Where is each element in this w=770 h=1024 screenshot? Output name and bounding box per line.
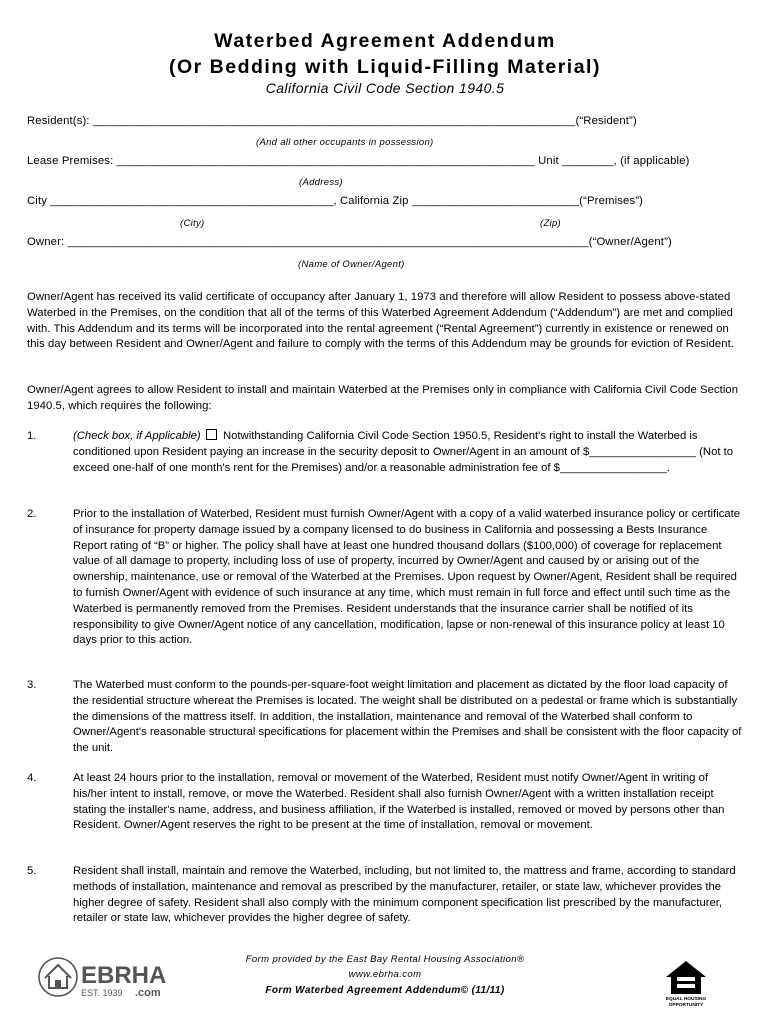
owner-caption: (Name of Owner/Agent) bbox=[298, 259, 405, 270]
requirements-paragraph: Owner/Agent agrees to allow Resident to install and maintain Waterbed at the Premises only in compliance with California Civil Code Section 1940.5, which requires the following: bbox=[27, 384, 739, 412]
owner-field[interactable]: Owner: _________________________________________________________________________________(“Owner/Agent”) bbox=[27, 236, 672, 248]
eho-bar-bottom-icon bbox=[677, 984, 695, 988]
address-caption: (Address) bbox=[299, 177, 343, 188]
eho-line2: OPPORTUNITY bbox=[668, 1003, 704, 1007]
item-text: At least 24 hours prior to the installation, removal or movement of the Waterbed, Resident must notify Owner/Agent in writing of his/her intent to install, remove, or move the Waterbed. Resident shall also furnish Owner/Agent with a written installation receipt stating the installer's name, address, and business affiliation, if the Waterbed is installed, removed or moved by persons other than Resident. Owner/Agent reserves the right to be present at the time of installation, removal or movement. bbox=[73, 772, 725, 832]
item-number: 2. bbox=[27, 508, 37, 520]
eho-bar-top-icon bbox=[677, 977, 695, 981]
footer-form-name: Form Waterbed Agreement Addendum© (11/11) bbox=[265, 985, 505, 996]
item-text: Resident shall install, maintain and remove the Waterbed, including, but not limited to, the mattress and frame, according to standard methods of installation, maintenance and removal as prescribed by the manufacturer, retailer, or state law, whichever provides the higher degree of safety. Resident shall also comply with the minimum component specification list prescribed by the manufacturer, retailer or state law, whichever provides the higher degree of safety. bbox=[73, 865, 736, 925]
city-caption: (City) bbox=[180, 218, 205, 229]
logo-est: EST. 1939 bbox=[81, 988, 123, 998]
eho-line1: EQUAL HOUSING bbox=[665, 997, 707, 1002]
item-text: The Waterbed must conform to the pounds-per-square-foot weight limitation and placement as dictated by the floor load capacity of the residential structure whereat the Premises is located. The weight shall be distributed on a pedestal or frame which is substantially the dimensions of the mattress itself. In addition, the installation, maintenance and removal of the Waterbed shall conform to Owner/Agent's reasonable structural specifications for placement within the Premises and shall be consistent with the floor capacity of the unit. bbox=[73, 679, 742, 755]
document-title: Waterbed Agreement Addendum bbox=[214, 30, 556, 52]
item-body: Notwithstanding California Civil Code Section 1950.5, Resident's right to install the Waterbed is conditioned upon Resident paying an increase in the security deposit to Owner/Agent in an amount of $_________________ (Not to exceed one-half of one month's rent for the Premises) and/or a reasonable administration fee of $_________________. bbox=[73, 430, 734, 474]
document-subtitle: California Civil Code Section 1940.5 bbox=[265, 80, 505, 96]
equal-housing-icon bbox=[661, 957, 711, 1007]
item-text bbox=[73, 429, 743, 476]
resident-caption: (And all other occupants in possession) bbox=[256, 137, 434, 148]
item-number: 5. bbox=[27, 865, 37, 877]
document-title-sub: (Or Bedding with Liquid-Filling Material) bbox=[169, 56, 601, 78]
city-zip-field[interactable]: City ____________________________________________, California Zip __________________________(“Premises”) bbox=[27, 195, 644, 207]
item-number: 4. bbox=[27, 772, 37, 784]
zip-caption: (Zip) bbox=[540, 218, 562, 229]
item-text: Prior to the installation of Waterbed, Resident must furnish Owner/Agent with a copy of a valid waterbed insurance policy or certificate of insurance for property damage issued by a company licensed to do business in California and possessing a Bests Insurance Report rating of “B” or higher. The policy shall have at least one hundred thousand dollars ($100,000) of coverage for replacement value of all damage to property, including loss of use of property, incurred by Owner/Agent and caused by or arising out of the ownership, maintenance, use or removal of the Waterbed at the Premises. Upon request by Owner/Agent, Resident shall be required to furnish Owner/Agent with evidence of such insurance at any time, which must remain in full force and effect until such time as the Waterbed is permanently removed from the Premises. Resident understands that the insurance carrier shall be notified of its responsibility to give Owner/Agent notice of any cancellation, modification, lapse or non-renewal of this insurance policy at least 10 days prior to this action. bbox=[73, 508, 741, 647]
item-number: 1. bbox=[27, 430, 37, 442]
footer-provided-by: Form provided by the East Bay Rental Housing Association® bbox=[245, 954, 525, 965]
logo-text: EBRHA bbox=[81, 962, 167, 989]
lease-premises-field[interactable]: Lease Premises: _________________________________________________________________ Unit ________, (if applicable) bbox=[27, 155, 690, 167]
item-prefix: (Check box, if Applicable) bbox=[73, 430, 201, 442]
intro-paragraph: Owner/Agent has received its valid certificate of occupancy after January 1, 1973 and therefore will allow Resident to possess above-stated Waterbed in the Premises, on the condition that all of the terms of this Waterbed Agreement Addendum (“Addendum”) are met and complied with. This Addendum and its terms will be incorporated into the rental agreement (“Rental Agreement”) currently in existence or renewed on this day between Resident and Owner/Agent and failure to comply with the terms of this Addendum may be grounds for eviction of Resident. bbox=[27, 291, 734, 351]
applicable-checkbox[interactable] bbox=[206, 429, 217, 440]
logo-dotcom: .com bbox=[135, 987, 161, 999]
item-number: 3. bbox=[27, 679, 37, 691]
footer-website[interactable]: www.ebrha.com bbox=[348, 969, 422, 980]
resident-field[interactable]: Resident(s): ___________________________________________________________________________(“Resident”) bbox=[27, 115, 637, 127]
